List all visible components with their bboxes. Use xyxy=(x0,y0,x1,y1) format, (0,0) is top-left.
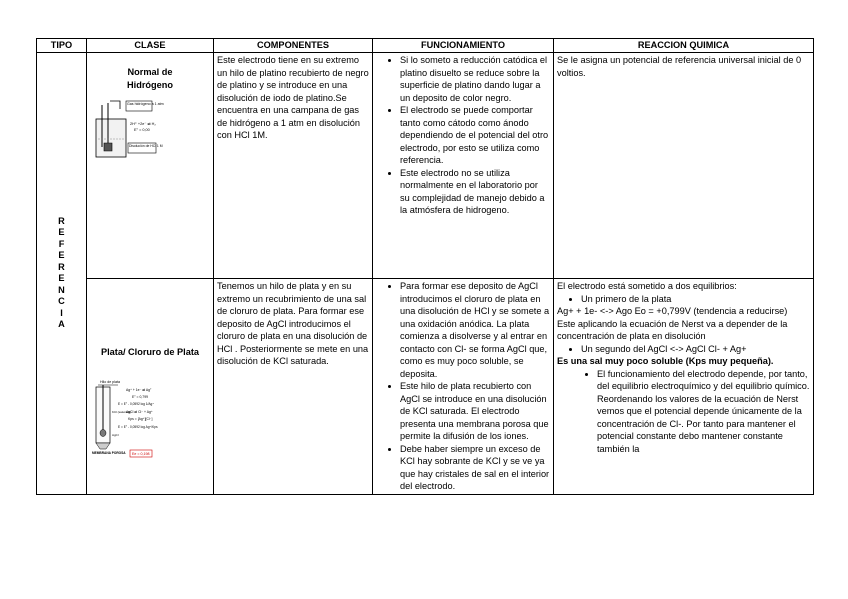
table-row-plata xyxy=(37,279,814,495)
componentes-cell-hidrogeno: Este electrodo tiene en su extremo un hilo de platino recubierto de negro de platino y se introduce en una disolución de iodo de platino.Se encuentra en una campana de gas de hidrógeno a 1 atm en disolución con HCl 1M. xyxy=(214,53,373,279)
figure-label-r6: E = E° - 0,0592 log Ag⁺/Kps xyxy=(118,424,158,429)
header-reaccion: REACCION QUIMICA xyxy=(554,39,814,53)
header-funcionamiento: FUNCIONAMIENTO xyxy=(373,39,554,53)
figure-label-result: Ee = 0,198 xyxy=(132,451,150,456)
reference-electrodes-table xyxy=(36,38,814,495)
reaccion-cell-hidrogeno: Se le asigna un potencial de referencia universal inicial de 0 voltios. xyxy=(554,53,814,279)
funcionamiento-list-hidrogeno xyxy=(376,54,550,217)
figure-label-kcl: KCl (saturada) xyxy=(112,409,132,414)
list-item: • Un segundo del AgCl <-> AgCl Cl- + Ag+ xyxy=(581,343,810,356)
clase-cell-hidrogeno xyxy=(87,53,214,279)
clase-cell-plata xyxy=(87,279,214,495)
reaccion-intro: El electrodo está sometido a dos equilibrios: xyxy=(557,281,737,291)
reaccion-cell-plata xyxy=(554,279,814,495)
figure-label-membrana: MEMBRANA POROSA xyxy=(92,450,126,455)
tipo-letter: A xyxy=(58,319,65,330)
componentes-cell-plata: Tenemos un hilo de plata y en su extremo un recubrimiento de una sal de cloruro de plata. Para formar ese deposito de AgCl introducimos el cloruro de plata en una disolución de HCl . Posteriormente se mete en una disolución de KCl saturada. xyxy=(214,279,373,495)
list-item: • Para formar ese deposito de AgCl introducimos el cloruro de plata en una disolución de HCl y se somete a una oxidación anódica. La plata comienza a disolverse y al entrar en contacto con Cl- se forma AgCl que, como es muy poco soluble, se deposita. xyxy=(400,280,550,380)
tipo-letter: I xyxy=(60,307,63,318)
list-item: • Este electrodo no se utiliza normalmente en el laboratorio por su complejidad de manejo debido a la atmósfera de hidrogeno. xyxy=(400,167,550,217)
tipo-letter: C xyxy=(58,296,65,307)
figure-label-r5: Kps = [Ag⁺][Cl⁻] xyxy=(128,416,153,421)
tipo-letter: R xyxy=(58,261,65,272)
figure-label-gas: Gas hidrógeno a 1 atm xyxy=(127,102,164,106)
tipo-letter: E xyxy=(58,227,65,238)
header-tipo: TIPO xyxy=(37,39,87,53)
figure-label-r4: AgCl ⇌ Cl⁻ + Ag⁺ xyxy=(126,409,153,414)
list-item: • Este hilo de plata recubierto con AgCl se introduce en una disolución de KCl saturada. El electrodo presenta una membrana porosa que permite la difusión de los iones. xyxy=(400,380,550,443)
figure-label-hilo: Hilo de plata xyxy=(100,379,120,384)
hydrogen-electrode-diagram xyxy=(92,99,172,161)
reaccion-bold-note: Es una sal muy poco soluble (Kps muy pequeña). xyxy=(557,356,774,366)
figure-label-sol: Disolución de HCl 1 M xyxy=(129,144,163,148)
tipo-letter: R xyxy=(58,215,65,226)
clase-hidrogeno-label: Normal de Hidrógeno xyxy=(127,67,173,90)
list-item: • Un primero de la plata xyxy=(581,293,810,306)
figure-label-eq1: 2H⁺ +2e⁻ ⇌ H₂ xyxy=(130,122,156,126)
list-item: • El electrodo se puede comportar tanto como cátodo como ánodo dependiendo de el potencial del otro electrodo, por esto se utiliza como referencia. xyxy=(400,104,550,167)
reaccion-eq1: Ag+ + 1e- <-> Ago Eo = +0,799V (tendencia a reducirse) xyxy=(557,306,788,316)
reaccion-list-1 xyxy=(557,293,810,306)
funcionamiento-list-plata xyxy=(376,280,550,493)
tipo-letter: E xyxy=(58,250,65,261)
funcionamiento-cell-hidrogeno xyxy=(373,53,554,279)
silver-chloride-electrode-diagram xyxy=(90,379,172,461)
list-item: • Si lo someto a reducción catódica el platino disuelto se reduce sobre la superficie de platino dando lugar a un deposito de color negro. xyxy=(400,54,550,104)
tipo-letter: F xyxy=(58,238,65,249)
table-row-hidrogeno xyxy=(37,53,814,279)
figure-label-agcl: AgCl xyxy=(112,432,119,437)
header-componentes: COMPONENTES xyxy=(214,39,373,53)
figure-label-r3: E = E° - 0,0592 log 1/Ag⁺ xyxy=(118,401,155,406)
tipo-cell xyxy=(37,53,87,495)
header-clase: CLASE xyxy=(87,39,214,53)
figure-label-eq2: E° = 0,00 xyxy=(134,128,150,132)
clase-plata-label: Plata/ Cloruro de Plata xyxy=(100,347,200,357)
figure-label-r1: Ag⁺ + 1e⁻ ⇌ Ag° xyxy=(126,387,152,392)
funcionamiento-cell-plata xyxy=(373,279,554,495)
header-row xyxy=(37,39,814,53)
tipo-letter: N xyxy=(58,284,65,295)
list-item: • Debe haber siempre un exceso de KCl hay sobrante de KCl y se ve ya que hay cristales de sal en el interior del electrodo. xyxy=(400,443,550,493)
figure-label-r2: E° = 0,799 xyxy=(132,394,148,399)
reaccion-list-2 xyxy=(557,343,810,356)
reaccion-list-3 xyxy=(557,368,810,456)
tipo-letter: E xyxy=(58,273,65,284)
list-item: • El funcionamiento del electrodo depende, por tanto, del equilibrio electroquímico y del equilibrio químico. Reordenando los valores de la ecuación de Nerst vemos que el potencial depende únicamente de la concentración de Cl-. Por tanto para mantener el potencial constante debo mantener constante también la xyxy=(597,368,810,456)
reaccion-p1: Este aplicando la ecuación de Nerst va a depender de la concentración de plata en disolución xyxy=(557,318,788,341)
